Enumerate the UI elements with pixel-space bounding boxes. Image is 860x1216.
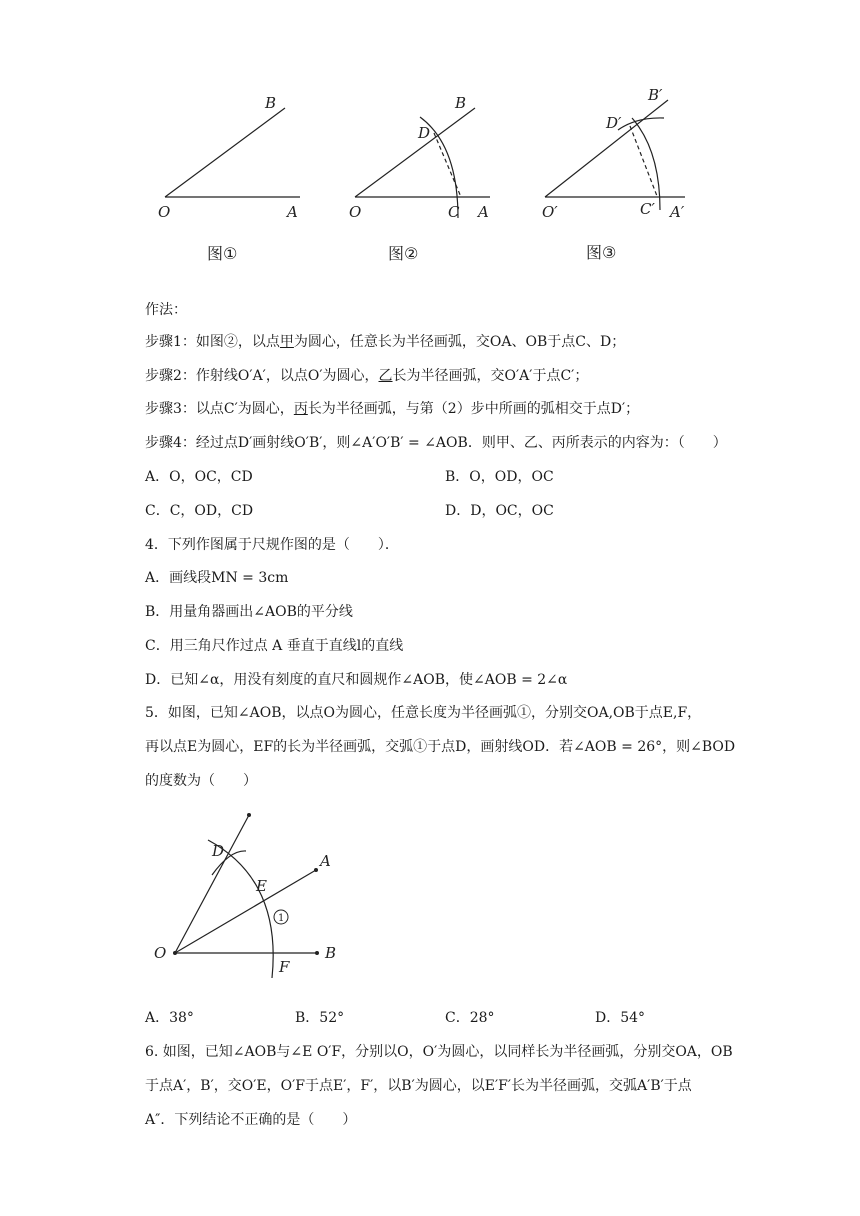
step-1 [145,332,625,352]
step-2-pre: 步骤2：作射线O′A′，以点O′为圆心， [145,368,379,384]
fig1-label-A: A [287,203,298,221]
q5-label-arc-num: 1 [278,913,285,924]
q6-line-2: 于点A′，B′，交O′E，O′F于点E′，F′，以B′为圆心，以E′F′长为半径画弧，交弧A′B′于点 [145,1078,692,1094]
q5-option-a[interactable]: A．38° [145,1010,194,1026]
q5-figure [0,800,860,1000]
fig3-dashed [630,126,657,196]
q5-label-D: D [212,842,225,860]
step-2-post: 长为半径画弧，交O′A′于点C′； [392,368,589,384]
q5-label-F: F [279,958,290,976]
q5-arc-1 [208,840,273,978]
q3-option-d[interactable]: D．D，OC，OC [445,503,554,519]
method-title: 作法： [145,302,187,318]
fig1-label-B: B [265,94,277,112]
q5-point-o [173,951,177,955]
fig2-label-A: A [478,203,489,221]
q5-label-E: E [256,877,267,895]
fig1-ray-ob [165,108,285,197]
step-1-pre: 步骤1：如图②，以点 [145,334,280,350]
top-figures [0,80,860,350]
step-2 [145,366,588,386]
q4-option-d[interactable]: D．已知∠α，用没有刻度的直尺和圆规作∠AOB，使∠AOB = 2∠α [145,672,568,688]
fig3-arc-cross [618,118,664,130]
q5-option-d[interactable]: D．54° [595,1010,646,1026]
q5-point-d-end [247,813,251,817]
fig3-label-O: O′ [542,203,558,221]
q6-line-1: 6. 如图，已知∠AOB与∠E O′F，分别以O，O′为圆心，以同样长为半径画弧，分别交OA，OB [145,1044,733,1060]
q4-option-c[interactable]: C．用三角尺作过点 A 垂直于直线l的直线 [145,638,404,654]
q6-line-3: A″．下列结论不正确的是（ ） [145,1112,357,1128]
q5-line-3: 的度数为（ ） [145,773,257,789]
fig2-dashed-cd [434,133,461,197]
fig3-label-B: B′ [648,86,663,104]
q5-line-1: 5．如图，已知∠AOB，以点O为圆心，任意长度为半径画弧①，分别交OA,OB于点E,F， [145,705,702,721]
q3-option-b[interactable]: B．O，OD，OC [445,469,554,485]
fig2-ray-ob [355,108,475,197]
q3-option-a[interactable]: A．O，OC，CD [145,469,253,485]
q5-point-a [314,868,318,872]
step-3 [145,399,639,419]
step-1-post: 为圆心，任意长为半径画弧，交OA、OB于点C、D； [293,334,626,350]
q5-option-b[interactable]: B．52° [295,1010,345,1026]
q5-ray-oa [175,870,316,953]
step-2-blank: 乙 [378,368,393,384]
step-3-pre: 步骤3：以点C′为圆心， [145,401,294,417]
q5-label-A: A [320,852,331,870]
q4-option-a[interactable]: A．画线段MN = 3cm [145,570,289,586]
step-4: 步骤4：经过点D′画射线O′B′，则∠A′O′B′ = ∠AOB．则甲、乙、丙所表示的内容为：（ ） [145,435,727,451]
fig3-label-D: D′ [606,114,622,132]
fig3-caption: 图③ [586,243,617,262]
q5-option-c[interactable]: C．28° [445,1010,495,1026]
fig3-label-A: A′ [670,203,685,221]
step-1-blank: 甲 [279,334,294,350]
fig2-label-B: B [455,94,467,112]
fig3-arc-main [632,118,660,210]
q5-label-O: O [154,944,167,962]
fig2-label-D: D [418,124,431,142]
q5-line-2: 再以点E为圆心，EF的长为半径画弧，交弧①于点D，画射线OD．若∠AOB = 26°，则∠BOD [145,739,736,755]
step-3-blank: 丙 [293,401,308,417]
step-3-post: 长为半径画弧，与第（2）步中所画的弧相交于点D′； [307,401,640,417]
fig2-label-C: C [448,203,460,221]
fig1-label-O: O [158,203,171,221]
q4-stem: 4．下列作图属于尺规作图的是（ ）． [145,537,399,553]
fig2-caption: 图② [388,244,419,263]
q3-option-c[interactable]: C．C，OD，CD [145,503,254,519]
fig2-label-O: O [349,203,362,221]
q4-option-b[interactable]: B．用量角器画出∠AOB的平分线 [145,604,353,620]
q5-ray-od [175,815,249,953]
q5-label-B: B [325,944,337,962]
fig3-label-C: C′ [640,200,655,218]
q5-point-b [315,951,319,955]
fig1-caption: 图① [207,244,238,263]
